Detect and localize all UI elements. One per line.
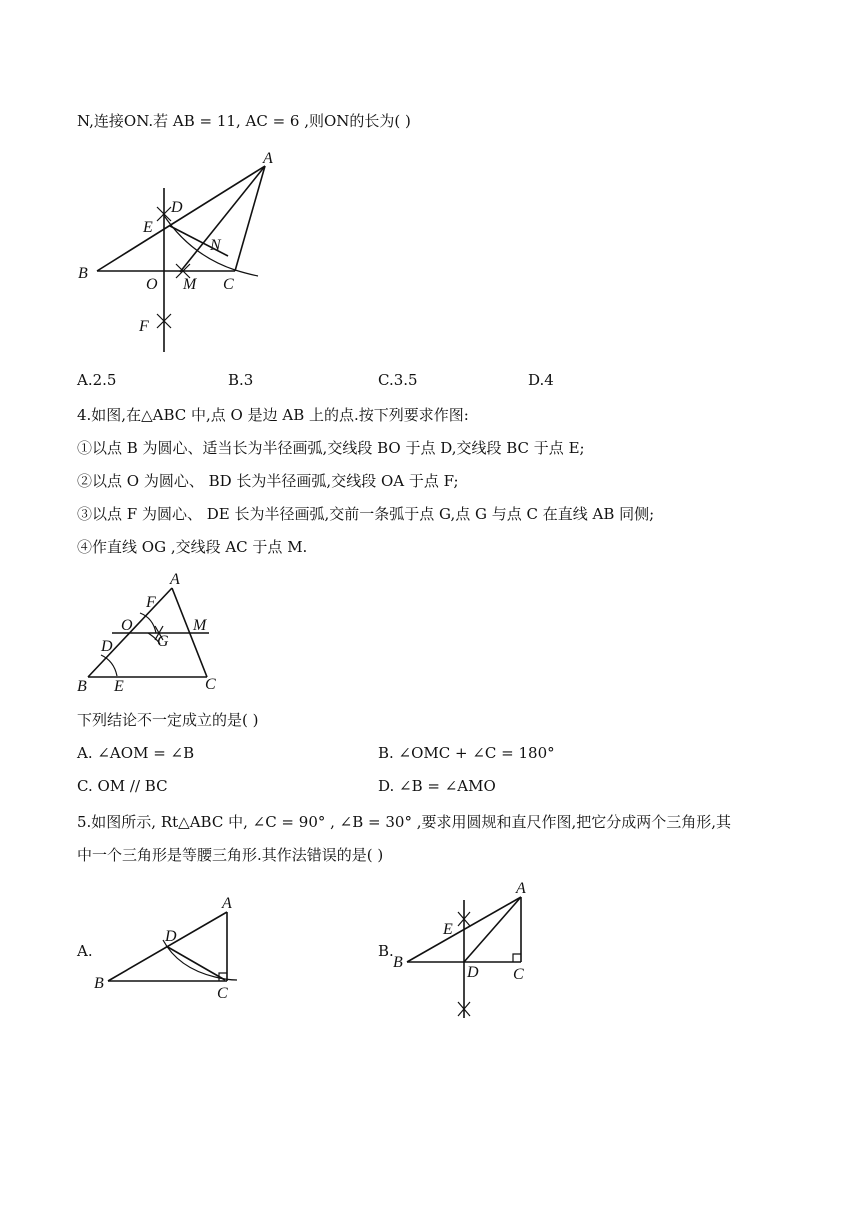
q4-label-G: G	[157, 633, 169, 650]
q3-option-d: D.4	[528, 371, 554, 389]
q5a-label-A: A	[222, 895, 232, 912]
q3-option-c: C.3.5	[378, 371, 418, 389]
q4-label-M: M	[193, 617, 207, 634]
q3-option-b: B.3	[228, 371, 254, 389]
q5a-label-B: B	[94, 975, 104, 992]
q4-step-3: ③以点 F 为圆心、 DE 长为半径画弧,交前一条弧于点 G,点 G 与点 C 在直线 AB 同侧;	[77, 505, 655, 523]
q3-label-N: N	[210, 237, 221, 254]
q4-label-D: D	[101, 638, 113, 655]
q5b-label-D: D	[467, 964, 479, 981]
q4-label-F: F	[146, 594, 156, 611]
q4-option-a: A. ∠AOM = ∠B	[77, 744, 195, 762]
q4-label-A: A	[170, 571, 180, 588]
q4-option-d: D. ∠B = ∠AMO	[378, 777, 496, 795]
q4-label-E: E	[114, 678, 124, 695]
q4-label-C: C	[205, 676, 216, 693]
q3-label-A: A	[263, 150, 273, 167]
q4-label-O: O	[121, 617, 133, 634]
q5b-label-E: E	[443, 921, 453, 938]
q5b-label-B: B	[393, 954, 403, 971]
q5a-label-C: C	[217, 985, 228, 1002]
q3-label-B: B	[78, 265, 88, 282]
q3-label-E: E	[143, 219, 153, 236]
q4-prompt: 下列结论不一定成立的是( )	[77, 711, 259, 729]
q4-stem: 4.如图,在△ABC 中,点 O 是边 AB 上的点.按下列要求作图:	[77, 406, 469, 424]
q4-step-2: ②以点 O 为圆心、 BD 长为半径画弧,交线段 OA 于点 F;	[77, 472, 459, 490]
q5a-label-D: D	[165, 928, 177, 945]
q4-step-4: ④作直线 OG ,交线段 AC 于点 M.	[77, 538, 308, 556]
q4-option-b: B. ∠OMC + ∠C = 180°	[378, 744, 555, 762]
q3-label-F: F	[139, 318, 149, 335]
q5-stem-line-1: 5.如图所示, Rt△ABC 中, ∠C = 90° , ∠B = 30° ,要求用圆规和直尺作图,把它分成两个三角形,其	[77, 813, 732, 831]
q5-fig-b-tag: B.	[378, 942, 394, 960]
q3-label-D: D	[171, 199, 183, 216]
q4-label-B: B	[77, 678, 87, 695]
q5-fig-a-tag: A.	[77, 942, 93, 960]
q5-stem-line-2: 中一个三角形是等腰三角形.其作法错误的是( )	[77, 846, 384, 864]
q3-label-C: C	[223, 276, 234, 293]
q4-option-c: C. OM // BC	[77, 777, 168, 795]
q4-step-1: ①以点 B 为圆心、适当长为半径画弧,交线段 BO 于点 D,交线段 BC 于点 E;	[77, 439, 585, 457]
q3-option-a: A.2.5	[77, 371, 117, 389]
q3-label-O: O	[146, 276, 158, 293]
q3-stem-tail: N,连接ON.若 AB = 11, AC = 6 ,则ON的长为( )	[77, 112, 411, 130]
q5b-label-A: A	[516, 880, 526, 897]
q5b-label-C: C	[513, 966, 524, 983]
q3-label-M: M	[183, 276, 197, 293]
